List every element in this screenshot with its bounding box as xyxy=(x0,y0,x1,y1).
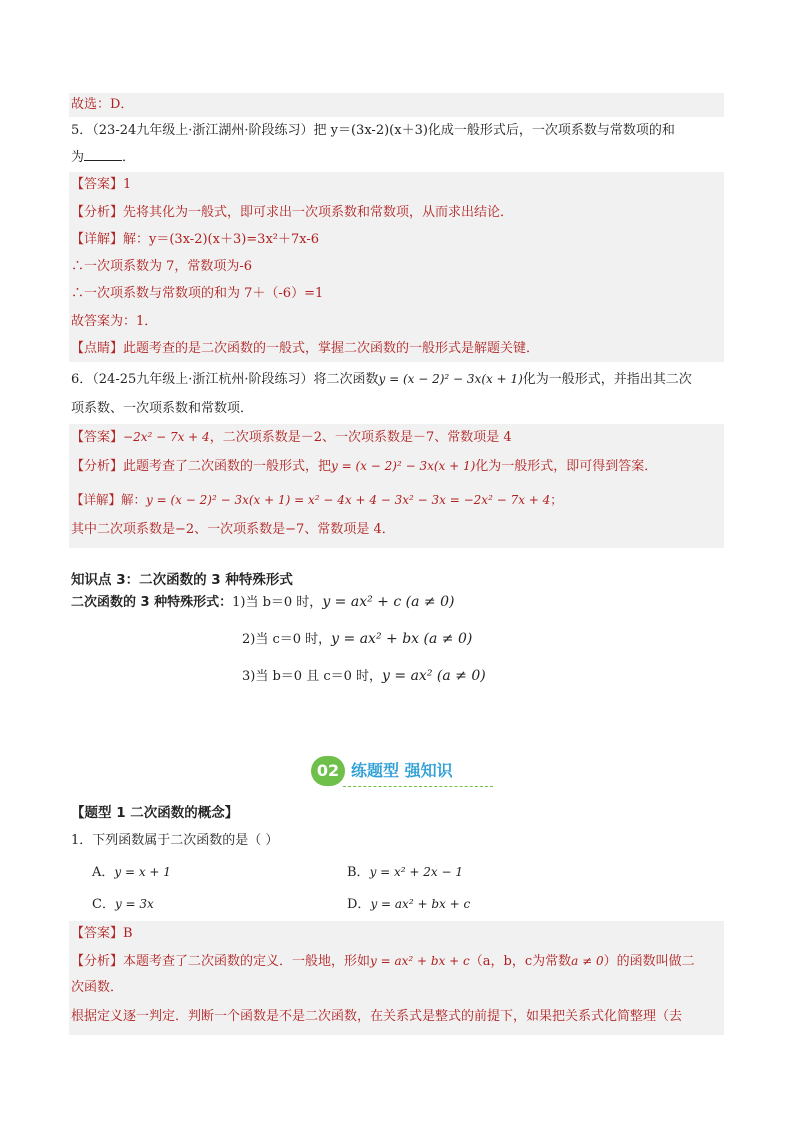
detail-text-end: ； xyxy=(550,492,563,507)
option-formula: y = 3x xyxy=(114,897,154,911)
p1-option-a xyxy=(92,861,342,883)
q5-detail-line-a: ∴一次项系数为 7，常数项为-6 xyxy=(71,259,253,274)
q6-last-line: 其中二次项系数是−2、一次项系数是−7、常数项是 4． xyxy=(71,522,395,537)
type1-title: 【题型 1 二次函数的概念】 xyxy=(71,805,239,821)
answer-formula: −2x² − 7x + 4 xyxy=(123,430,210,444)
comment-tag: 【点睛】 xyxy=(71,341,124,356)
q5-stem-line2 xyxy=(71,147,724,169)
p1-analysis-line2: 次函数． xyxy=(71,980,124,995)
q4-conclusion: 故选：D． xyxy=(71,97,134,112)
answer-tag: 【答案】 xyxy=(71,430,124,445)
p1-option-d xyxy=(347,893,724,915)
section-number-badge: 02 xyxy=(311,756,345,786)
section-banner xyxy=(311,754,486,788)
p1-answer xyxy=(71,923,724,945)
q5-detail-line-b: ∴一次项系数与常数项的和为 7＋（-6）=1 xyxy=(71,286,324,301)
q6-stem-line1 xyxy=(71,368,724,390)
analysis-tag: 【分析】 xyxy=(71,954,124,969)
analysis-formula-cond: a ≠ 0 xyxy=(571,954,604,968)
q6-stem-formula: y = (x − 2)² − 3x(x + 1) xyxy=(378,372,523,386)
analysis-formula: y = (x − 2)² − 3x(x + 1) xyxy=(331,459,476,473)
q5-analysis xyxy=(71,202,724,224)
detail-text: 解： xyxy=(121,492,147,507)
answer-text: ，二次项系数是－2、一次项系数是－7、常数项是 4 xyxy=(209,430,512,445)
kp3-form3-formula: y = ax² (a ≠ 0) xyxy=(382,668,486,684)
kp3-form1-cond: 1)当 b＝0 时， xyxy=(232,595,323,610)
answer-tag: 【答案】 xyxy=(71,177,124,192)
p1-option-b xyxy=(347,861,724,883)
option-label: C． xyxy=(92,897,115,912)
option-formula: y = ax² + bx + c xyxy=(370,897,471,911)
analysis-text-end: 化为一般形式，即可得到答案． xyxy=(475,459,658,474)
answer-value: B xyxy=(123,926,133,941)
answer-value: 1 xyxy=(123,177,132,192)
q6-answer xyxy=(71,426,724,448)
analysis-tag: 【分析】 xyxy=(71,205,124,220)
kp3-form2-formula: y = ax² + bx (a ≠ 0) xyxy=(331,631,473,647)
banner-underline xyxy=(343,786,493,787)
q5-stem-text: 为 xyxy=(71,150,85,165)
section-title: 练题型 强知识 xyxy=(351,761,453,780)
q5-stem-line1: 5．（23-24九年级上·浙江湖州·阶段练习）把 y＝(3x-2)(x＋3)化成一般形式后，一次项系数与常数项的和 xyxy=(71,123,675,138)
q6-detail xyxy=(71,489,724,511)
q5-detail-line-c: 故答案为：1． xyxy=(71,314,158,329)
kp3-form3 xyxy=(242,665,724,687)
answer-blank xyxy=(84,148,122,161)
analysis-text: 本题考查了二次函数的定义．一般地，形如 xyxy=(123,954,371,969)
q6-stem-text: 6．（24-25九年级上·浙江杭州·阶段练习）将二次函数 xyxy=(71,372,379,387)
q5-comment xyxy=(71,338,724,360)
option-formula: y = x + 1 xyxy=(114,865,171,879)
q5-answer xyxy=(71,174,724,196)
option-label: B． xyxy=(347,865,370,880)
comment-text: 此题考查的是二次函数的一般式，掌握二次函数的一般形式是解题关键． xyxy=(123,341,540,356)
q6-analysis xyxy=(71,455,724,477)
p1-stem: 1．下列函数属于二次函数的是（ ） xyxy=(71,833,279,848)
kp3-form1-formula: y = ax² + c (a ≠ 0) xyxy=(322,594,455,610)
kp3-intro: 二次函数的 3 种特殊形式： xyxy=(71,595,233,610)
p1-analysis xyxy=(71,950,724,972)
analysis-text-mid: （a，b，c为常数 xyxy=(469,954,572,969)
kp3-form1 xyxy=(71,591,724,613)
analysis-text: 先将其化为一般式，即可求出一次项系数和常数项，从而求出结论． xyxy=(123,205,514,220)
option-formula: y = x² + 2x − 1 xyxy=(369,865,464,879)
p1-analysis-line3: 根据定义逐一判定．判断一个函数是不是二次函数，在关系式是整式的前提下，如果把关系式化简整理（去 xyxy=(71,1009,683,1024)
option-label: D． xyxy=(347,897,371,912)
option-label: A． xyxy=(92,865,115,880)
analysis-text: 此题考查了二次函数的一般形式，把 xyxy=(123,459,332,474)
detail-tag: 【详解】 xyxy=(71,232,124,247)
detail-formula: y = (x − 2)² − 3x(x + 1) = x² − 4x + 4 − 3x² − 3x = −2x² − 7x + 4 xyxy=(146,493,551,507)
q6-stem-line2: 项系数、一次项系数和常数项． xyxy=(71,401,254,416)
kp3-form3-cond: 3)当 b＝0 且 c＝0 时， xyxy=(242,669,383,684)
analysis-formula: y = ax² + bx + c xyxy=(370,954,470,968)
p1-option-c xyxy=(92,893,342,915)
detail-text: 解：y＝(3x-2)(x＋3)=3x²＋7x-6 xyxy=(123,232,320,247)
q5-stem-end: ． xyxy=(122,150,136,165)
analysis-text-end: ）的函数叫做二 xyxy=(603,954,695,969)
q6-stem-text-end: 化为一般形式，并指出其二次 xyxy=(522,372,692,387)
kp3-title: 知识点 3：二次函数的 3 种特殊形式 xyxy=(71,572,293,588)
answer-tag: 【答案】 xyxy=(71,926,124,941)
q5-detail xyxy=(71,229,724,251)
analysis-tag: 【分析】 xyxy=(71,459,124,474)
kp3-form2-cond: 2)当 c＝0 时， xyxy=(242,632,332,647)
kp3-form2 xyxy=(242,628,724,650)
detail-tag: 【详解】 xyxy=(71,492,122,507)
